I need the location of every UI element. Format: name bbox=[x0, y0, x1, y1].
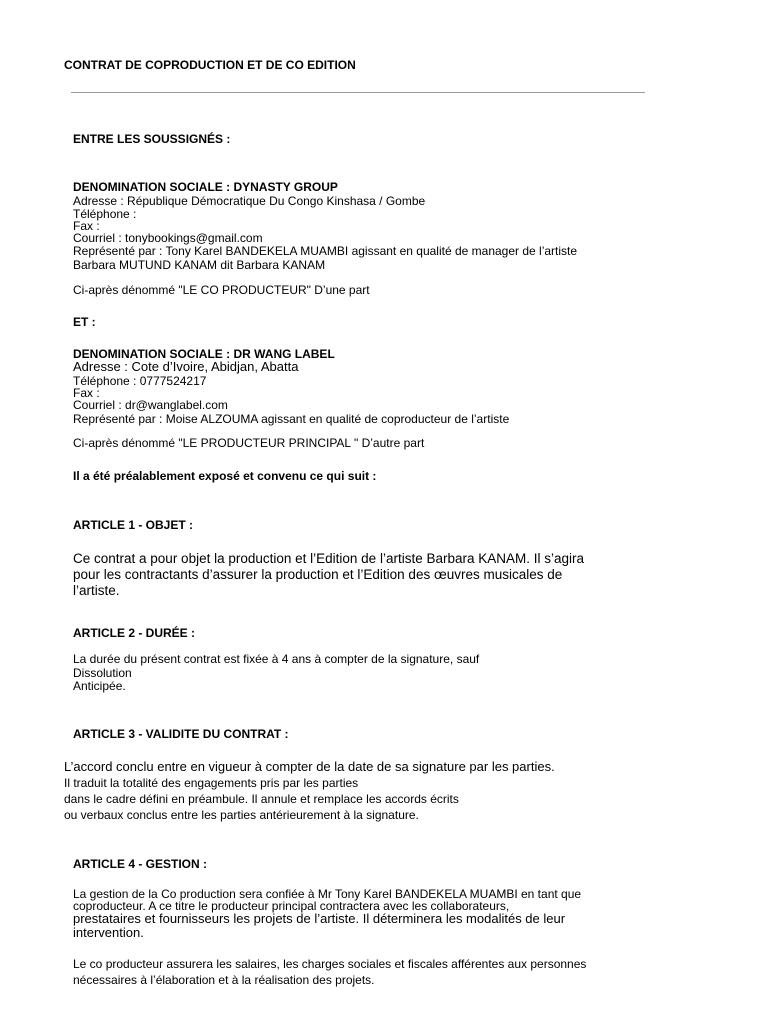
article1-heading: ARTICLE 1 - OBJET : bbox=[73, 518, 194, 532]
article4-line: Le co producteur assurera les salaires, les charges sociales et fiscales afférentes aux personnes bbox=[73, 957, 587, 971]
party2-representative: Représenté par : Moise ALZOUMA agissant en qualité de coproducteur de l’artiste bbox=[73, 412, 510, 426]
article3-line: Il traduit la totalité des engagements pris par les parties bbox=[64, 776, 359, 790]
party2-designation: Ci-après dénommé "LE PRODUCTEUR PRINCIPAL " D’autre part bbox=[73, 436, 425, 450]
party1-artist: Barbara MUTUND KANAM dit Barbara KANAM bbox=[73, 258, 326, 272]
party1-fax: Fax : bbox=[73, 219, 100, 233]
party1-designation: Ci-après dénommé "LE CO PRODUCTEUR" D’une part bbox=[73, 283, 370, 297]
et-heading: ET : bbox=[73, 315, 96, 329]
preamble: Il a été préalablement exposé et convenu ce qui suit : bbox=[73, 469, 377, 483]
article4-line: prestataires et fournisseurs les projets de l’artiste. Il déterminera les modalités de leur bbox=[73, 911, 566, 926]
article4-line: La gestion de la Co production sera confiée à Mr Tony Karel BANDEKELA MUAMBI en tant que bbox=[73, 887, 582, 901]
party1-representative: Représenté par : Tony Karel BANDEKELA MUAMBI agissant en qualité de manager de l’artiste bbox=[73, 244, 578, 258]
article1-line: pour les contractants d’assurer la production et l’Edition des œuvres musicales de bbox=[73, 567, 563, 582]
entre-heading: ENTRE LES SOUSSIGNÉS : bbox=[73, 132, 231, 146]
article4-line: intervention. bbox=[73, 925, 144, 940]
article3-line: dans le cadre défini en préambule. Il annule et remplace les accords écrits bbox=[64, 792, 459, 806]
document-title: CONTRAT DE COPRODUCTION ET DE CO EDITION bbox=[64, 58, 356, 72]
article3-heading: ARTICLE 3 - VALIDITE DU CONTRAT : bbox=[73, 727, 289, 741]
party1-name: DENOMINATION SOCIALE : DYNASTY GROUP bbox=[73, 180, 338, 194]
article2-line: Dissolution bbox=[73, 666, 132, 680]
party2-email: Courriel : dr@wanglabel.com bbox=[73, 398, 228, 412]
article1-line: Ce contrat a pour objet la production et l’Edition de l’artiste Barbara KANAM. Il s’agira bbox=[73, 551, 585, 566]
party2-fax: Fax : bbox=[73, 386, 100, 400]
party2-phone: Téléphone : 0777524217 bbox=[73, 374, 207, 388]
party1-phone: Téléphone : bbox=[73, 207, 137, 221]
article1-line: l’artiste. bbox=[73, 583, 120, 598]
article3-line: L’accord conclu entre en vigueur à compter de la date de sa signature par les parties. bbox=[64, 759, 555, 774]
article4-line: coproducteur. A ce titre le producteur principal contractera avec les collaborateurs, bbox=[73, 899, 510, 913]
article2-line: Anticipée. bbox=[73, 679, 126, 693]
party1-email: Courriel : tonybookings@gmail.com bbox=[73, 231, 263, 245]
article4-line: nécessaires à l’élaboration et à la réalisation des projets. bbox=[73, 973, 375, 987]
article4-heading: ARTICLE 4 - GESTION : bbox=[73, 857, 208, 871]
article3-line: ou verbaux conclus entre les parties antérieurement à la signature. bbox=[64, 808, 419, 822]
party1-address: Adresse : République Démocratique Du Congo Kinshasa / Gombe bbox=[73, 194, 426, 208]
title-divider bbox=[71, 92, 645, 93]
party2-name: DENOMINATION SOCIALE : DR WANG LABEL bbox=[73, 347, 335, 361]
article2-heading: ARTICLE 2 - DURÉE : bbox=[73, 626, 196, 640]
party2-address: Adresse : Cote d’Ivoire, Abidjan, Abatta bbox=[73, 359, 299, 374]
article2-line: La durée du présent contrat est fixée à 4 ans à compter de la signature, sauf bbox=[73, 652, 480, 666]
